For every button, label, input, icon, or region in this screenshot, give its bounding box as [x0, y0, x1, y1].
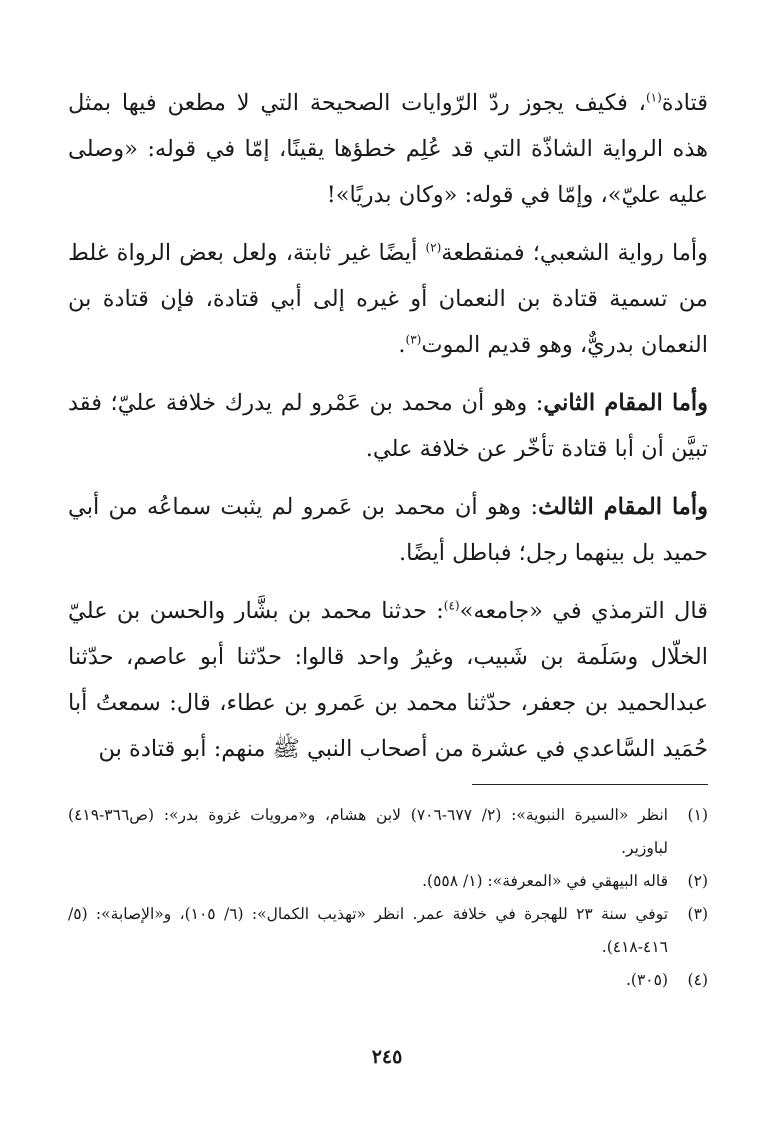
text-run: وأما رواية الشعبي؛ فمنقطعة	[441, 240, 708, 266]
text-run: : وهو أن محمد بن عَمْرو لم يدرك خلافة عليّ؛ فقد تبيَّن أن أبا قتادة تأخّر عن خلافة علي.	[68, 390, 708, 462]
section-heading: وأما المقام الثاني	[543, 390, 709, 416]
text-run: قتادة	[661, 90, 708, 116]
text-run: : حدثنا محمد بن بشَّار والحسن بن عليّ الخلّال وسَلَمة بن شَبيب، وغيرُ واحد قالوا: حدّثنا أبو عاصم، حدّثنا عبدالحميد بن جعفر، حدّثنا محمد بن عَمرو بن عطاء، قال: سمعتُ أبا حُمَيد السَّاعدي في عشرة من أصحاب النبي ﷺ منهم: أبو قتادة بن	[68, 598, 708, 762]
footnote-text: انظر «السيرة النبوية»: (٢/ ٦٧٧-٧٠٦) لابن هشام، و«مرويات غزوة بدر»: (ص٣٦٦-٤١٩) لباوزير.	[68, 806, 668, 857]
paragraph	[68, 230, 708, 368]
paragraph	[68, 80, 708, 218]
text-run: .	[398, 332, 406, 358]
paragraph	[68, 380, 708, 472]
text-run: : وهو أن محمد بن عَمرو لم يثبت سماعُه من أبي حميد بل بينهما رجل؛ فباطل أيضًا.	[68, 494, 708, 566]
footnote-reference: (١)	[645, 90, 662, 105]
footnote-separator	[472, 784, 708, 785]
footnote-text: قاله البيهقي في «المعرفة»: (١/ ٥٥٨).	[422, 872, 668, 890]
text-run: قال الترمذي في «جامعه»	[459, 598, 708, 624]
text-run: ، فكيف يجوز ردّ الرّوايات الصحيحة التي لا مطعن فيها بمثل هذه الرواية الشاذّة التي قد عُلِم خطؤها يقينًا، إمّا في قوله: «وصلى عليه عليّ»، وإمّا في قوله: «وكان بدريًا»!	[68, 90, 708, 208]
footnote-number: (٢)	[687, 872, 708, 890]
footnote-reference: (٤)	[443, 598, 460, 613]
footnote	[68, 865, 708, 898]
text-run: أيضًا غير ثابتة، ولعل بعض الرواة غلط من تسمية قتادة بن النعمان أو غيره إلى أبي قتادة، فإن قتادة بن النعمان بدريٌّ، وهو قديم الموت	[68, 240, 708, 358]
footnote-reference: (٢)	[425, 240, 442, 255]
footnote	[68, 898, 708, 964]
footnote-text: (٣٠٥).	[625, 971, 668, 989]
paragraph	[68, 484, 708, 576]
footnote	[68, 799, 708, 865]
footnotes	[68, 799, 708, 997]
footnote-text: توفي سنة ٢٣ للهجرة في خلافة عمر. انظر «تهذيب الكمال»: (٦/ ١٠٥)، و«الإصابة»: (٥/ ٤١٦-٤١٨).	[68, 905, 669, 956]
paragraph	[68, 588, 708, 772]
main-text	[68, 80, 708, 772]
footnote-reference: (٣)	[405, 332, 422, 347]
footnote-number: (١)	[687, 806, 708, 824]
footnote-number: (٤)	[687, 971, 708, 989]
page-number: ٢٤٥	[371, 1046, 403, 1068]
section-heading: وأما المقام الثالث	[538, 494, 708, 520]
footnote-number: (٣)	[687, 905, 708, 923]
footnote	[68, 964, 708, 997]
